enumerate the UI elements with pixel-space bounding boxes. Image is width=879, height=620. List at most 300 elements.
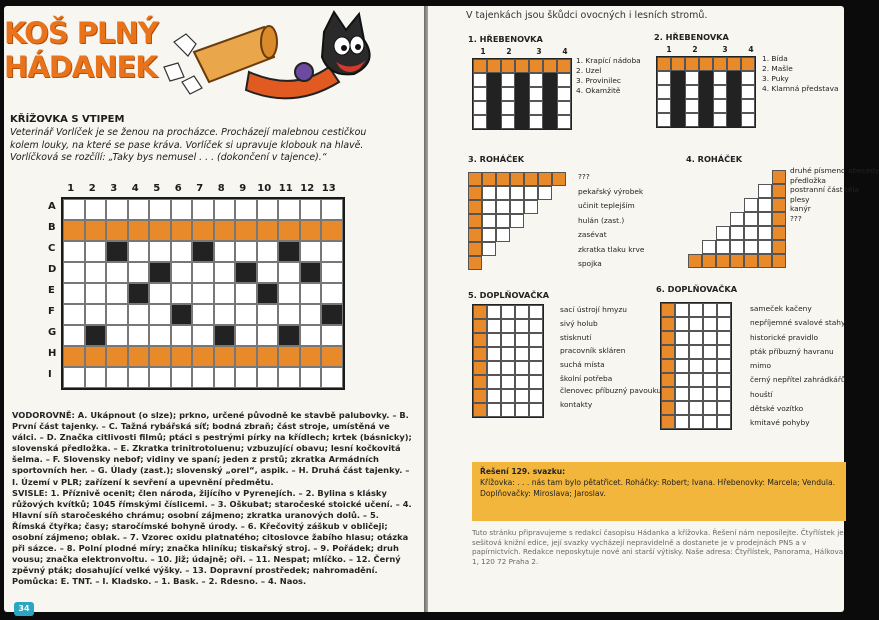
crossword-cell[interactable]: [321, 283, 343, 304]
puzzle-cell[interactable]: [473, 403, 487, 417]
puzzle-cell[interactable]: [487, 115, 501, 129]
puzzle-cell[interactable]: [538, 200, 552, 214]
puzzle-cell[interactable]: [501, 347, 515, 361]
puzzle-cell[interactable]: [524, 256, 538, 270]
puzzle-cell[interactable]: [482, 200, 496, 214]
crossword-cell[interactable]: [214, 199, 236, 220]
puzzle-cell[interactable]: [552, 200, 566, 214]
puzzle-cell[interactable]: [675, 373, 689, 387]
crossword-cell[interactable]: [128, 346, 150, 367]
puzzle-cell[interactable]: [758, 254, 772, 268]
crossword-cell[interactable]: [85, 346, 107, 367]
puzzle-cell[interactable]: [675, 317, 689, 331]
crossword-cell[interactable]: [106, 199, 128, 220]
crossword-cell[interactable]: [149, 262, 171, 283]
puzzle-cell[interactable]: [510, 228, 524, 242]
puzzle-cell[interactable]: [716, 240, 730, 254]
puzzle-cell[interactable]: [702, 198, 716, 212]
puzzle-cell[interactable]: [675, 415, 689, 429]
puzzle-cell[interactable]: [482, 242, 496, 256]
puzzle-cell[interactable]: [487, 87, 501, 101]
puzzle-cell[interactable]: [538, 186, 552, 200]
crossword-cell[interactable]: [149, 283, 171, 304]
puzzle-cell[interactable]: [702, 212, 716, 226]
puzzle-cell[interactable]: [727, 57, 741, 71]
puzzle-cell[interactable]: [702, 170, 716, 184]
puzzle-cell[interactable]: [744, 226, 758, 240]
puzzle-cell[interactable]: [468, 172, 482, 186]
puzzle-cell[interactable]: [685, 99, 699, 113]
puzzle-cell[interactable]: [702, 254, 716, 268]
puzzle-cell[interactable]: [744, 184, 758, 198]
puzzle-cell[interactable]: [487, 101, 501, 115]
crossword-cell[interactable]: [300, 199, 322, 220]
puzzle-cell[interactable]: [487, 347, 501, 361]
puzzle-cell[interactable]: [529, 305, 543, 319]
puzzle-cell[interactable]: [473, 333, 487, 347]
crossword-cell[interactable]: [278, 283, 300, 304]
puzzle-cell[interactable]: [703, 317, 717, 331]
crossword-cell[interactable]: [235, 283, 257, 304]
crossword-cell[interactable]: [321, 262, 343, 283]
crossword-cell[interactable]: [149, 304, 171, 325]
puzzle-cell[interactable]: [496, 172, 510, 186]
puzzle-cell[interactable]: [661, 415, 675, 429]
puzzle-cell[interactable]: [689, 317, 703, 331]
puzzle-cell[interactable]: [661, 387, 675, 401]
puzzle-cell[interactable]: [671, 71, 685, 85]
puzzle-cell[interactable]: [730, 254, 744, 268]
crossword-cell[interactable]: [128, 220, 150, 241]
puzzle-cell[interactable]: [529, 101, 543, 115]
puzzle-cell[interactable]: [716, 212, 730, 226]
puzzle-cell[interactable]: [675, 331, 689, 345]
puzzle-cell[interactable]: [487, 319, 501, 333]
puzzle-cell[interactable]: [671, 99, 685, 113]
puzzle-cell[interactable]: [468, 228, 482, 242]
crossword-cell[interactable]: [321, 241, 343, 262]
puzzle-cell[interactable]: [487, 403, 501, 417]
crossword-cell[interactable]: [257, 304, 279, 325]
puzzle-cell[interactable]: [515, 347, 529, 361]
puzzle-cell[interactable]: [496, 256, 510, 270]
puzzle-cell[interactable]: [473, 389, 487, 403]
crossword-cell[interactable]: [214, 262, 236, 283]
crossword-cell[interactable]: [192, 367, 214, 388]
puzzle-cell[interactable]: [703, 331, 717, 345]
crossword-cell[interactable]: [278, 199, 300, 220]
puzzle-cell[interactable]: [703, 373, 717, 387]
puzzle-cell[interactable]: [515, 59, 529, 73]
crossword-cell[interactable]: [106, 220, 128, 241]
crossword-cell[interactable]: [300, 325, 322, 346]
puzzle-cell[interactable]: [730, 240, 744, 254]
crossword-cell[interactable]: [106, 346, 128, 367]
puzzle-cell[interactable]: [529, 115, 543, 129]
crossword-cell[interactable]: [214, 220, 236, 241]
puzzle-cell[interactable]: [713, 85, 727, 99]
crossword-cell[interactable]: [106, 325, 128, 346]
puzzle-cell[interactable]: [657, 99, 671, 113]
crossword-cell[interactable]: [214, 304, 236, 325]
puzzle-cell[interactable]: [515, 333, 529, 347]
puzzle-cell[interactable]: [675, 303, 689, 317]
crossword-cell[interactable]: [128, 367, 150, 388]
puzzle-cell[interactable]: [758, 184, 772, 198]
puzzle-cell[interactable]: [515, 319, 529, 333]
crossword-cell[interactable]: [85, 199, 107, 220]
puzzle-cell[interactable]: [717, 303, 731, 317]
puzzle-cell[interactable]: [727, 113, 741, 127]
puzzle-cell[interactable]: [501, 87, 515, 101]
puzzle-cell[interactable]: [557, 115, 571, 129]
puzzle-cell[interactable]: [744, 212, 758, 226]
puzzle-cell[interactable]: [529, 73, 543, 87]
puzzle-cell[interactable]: [657, 85, 671, 99]
crossword-cell[interactable]: [171, 220, 193, 241]
puzzle-cell[interactable]: [543, 87, 557, 101]
puzzle-cell[interactable]: [772, 212, 786, 226]
puzzle-cell[interactable]: [482, 186, 496, 200]
puzzle-cell[interactable]: [688, 198, 702, 212]
puzzle-cell[interactable]: [538, 172, 552, 186]
puzzle-cell[interactable]: [501, 361, 515, 375]
crossword-cell[interactable]: [149, 199, 171, 220]
crossword-cell[interactable]: [278, 367, 300, 388]
puzzle-cell[interactable]: [501, 101, 515, 115]
crossword-cell[interactable]: [257, 262, 279, 283]
puzzle-cell[interactable]: [703, 401, 717, 415]
crossword-cell[interactable]: [171, 241, 193, 262]
puzzle-cell[interactable]: [675, 359, 689, 373]
crossword-cell[interactable]: [149, 346, 171, 367]
puzzle-cell[interactable]: [473, 319, 487, 333]
puzzle-cell[interactable]: [529, 375, 543, 389]
puzzle-cell[interactable]: [557, 101, 571, 115]
crossword-cell[interactable]: [192, 325, 214, 346]
puzzle-cell[interactable]: [717, 373, 731, 387]
crossword-cell[interactable]: [106, 304, 128, 325]
puzzle-cell[interactable]: [538, 214, 552, 228]
crossword-cell[interactable]: [278, 325, 300, 346]
crossword-cell[interactable]: [85, 241, 107, 262]
crossword-cell[interactable]: [85, 367, 107, 388]
puzzle-cell[interactable]: [758, 240, 772, 254]
puzzle-cell[interactable]: [699, 99, 713, 113]
puzzle-cell[interactable]: [468, 200, 482, 214]
puzzle-cell[interactable]: [685, 85, 699, 99]
puzzle-cell[interactable]: [501, 319, 515, 333]
crossword-cell[interactable]: [257, 283, 279, 304]
puzzle-cell[interactable]: [717, 387, 731, 401]
puzzle-cell[interactable]: [744, 240, 758, 254]
puzzle-cell[interactable]: [727, 71, 741, 85]
puzzle-cell[interactable]: [482, 172, 496, 186]
crossword-cell[interactable]: [214, 367, 236, 388]
crossword-cell[interactable]: [214, 241, 236, 262]
crossword-cell[interactable]: [214, 283, 236, 304]
puzzle-cell[interactable]: [529, 347, 543, 361]
puzzle-cell[interactable]: [501, 73, 515, 87]
crossword-cell[interactable]: [321, 199, 343, 220]
puzzle-cell[interactable]: [510, 256, 524, 270]
puzzle-cell[interactable]: [716, 226, 730, 240]
crossword-cell[interactable]: [63, 262, 85, 283]
puzzle-cell[interactable]: [538, 228, 552, 242]
puzzle-cell[interactable]: [552, 186, 566, 200]
puzzle-cell[interactable]: [716, 170, 730, 184]
puzzle-cell[interactable]: [501, 375, 515, 389]
puzzle-cell[interactable]: [473, 361, 487, 375]
puzzle-cell[interactable]: [688, 254, 702, 268]
crossword-cell[interactable]: [321, 367, 343, 388]
puzzle-cell[interactable]: [515, 375, 529, 389]
puzzle-cell[interactable]: [702, 184, 716, 198]
puzzle-cell[interactable]: [543, 73, 557, 87]
puzzle-cell[interactable]: [515, 73, 529, 87]
puzzle-cell[interactable]: [717, 345, 731, 359]
puzzle-cell[interactable]: [772, 184, 786, 198]
crossword-cell[interactable]: [321, 346, 343, 367]
crossword-cell[interactable]: [171, 325, 193, 346]
puzzle-cell[interactable]: [515, 403, 529, 417]
crossword-cell[interactable]: [235, 262, 257, 283]
puzzle-cell[interactable]: [501, 305, 515, 319]
puzzle-cell[interactable]: [758, 170, 772, 184]
puzzle-cell[interactable]: [688, 170, 702, 184]
puzzle-cell[interactable]: [671, 85, 685, 99]
puzzle-cell[interactable]: [515, 361, 529, 375]
puzzle-cell[interactable]: [688, 226, 702, 240]
crossword-cell[interactable]: [300, 220, 322, 241]
puzzle-cell[interactable]: [487, 361, 501, 375]
crossword-cell[interactable]: [149, 325, 171, 346]
puzzle-cell[interactable]: [529, 389, 543, 403]
crossword-cell[interactable]: [106, 241, 128, 262]
crossword-cell[interactable]: [85, 220, 107, 241]
puzzle-cell[interactable]: [699, 71, 713, 85]
puzzle-cell[interactable]: [524, 200, 538, 214]
crossword-cell[interactable]: [278, 346, 300, 367]
puzzle-cell[interactable]: [730, 198, 744, 212]
puzzle-cell[interactable]: [741, 85, 755, 99]
puzzle-cell[interactable]: [524, 228, 538, 242]
puzzle-cell[interactable]: [496, 214, 510, 228]
puzzle-cell[interactable]: [661, 345, 675, 359]
puzzle-cell[interactable]: [482, 256, 496, 270]
crossword-cell[interactable]: [85, 283, 107, 304]
crossword-cell[interactable]: [85, 262, 107, 283]
puzzle-cell[interactable]: [496, 200, 510, 214]
puzzle-cell[interactable]: [685, 71, 699, 85]
puzzle-cell[interactable]: [543, 115, 557, 129]
crossword-cell[interactable]: [321, 220, 343, 241]
crossword-cell[interactable]: [300, 241, 322, 262]
puzzle-cell[interactable]: [657, 57, 671, 71]
puzzle-cell[interactable]: [657, 113, 671, 127]
puzzle-cell[interactable]: [675, 401, 689, 415]
puzzle-cell[interactable]: [538, 242, 552, 256]
puzzle-cell[interactable]: [688, 240, 702, 254]
puzzle-cell[interactable]: [657, 71, 671, 85]
crossword-cell[interactable]: [63, 325, 85, 346]
puzzle-cell[interactable]: [473, 101, 487, 115]
puzzle-cell[interactable]: [529, 333, 543, 347]
puzzle-cell[interactable]: [468, 186, 482, 200]
crossword-cell[interactable]: [171, 304, 193, 325]
puzzle-cell[interactable]: [717, 401, 731, 415]
puzzle-cell[interactable]: [661, 317, 675, 331]
crossword-cell[interactable]: [192, 220, 214, 241]
puzzle-cell[interactable]: [501, 59, 515, 73]
puzzle-cell[interactable]: [524, 172, 538, 186]
puzzle-cell[interactable]: [772, 198, 786, 212]
puzzle-cell[interactable]: [741, 57, 755, 71]
puzzle-cell[interactable]: [772, 226, 786, 240]
puzzle-cell[interactable]: [552, 172, 566, 186]
puzzle-cell[interactable]: [730, 226, 744, 240]
puzzle-cell[interactable]: [717, 415, 731, 429]
puzzle-cell[interactable]: [717, 359, 731, 373]
puzzle-cell[interactable]: [727, 85, 741, 99]
puzzle-cell[interactable]: [741, 113, 755, 127]
puzzle-cell[interactable]: [661, 359, 675, 373]
puzzle-cell[interactable]: [744, 198, 758, 212]
crossword-cell[interactable]: [149, 220, 171, 241]
crossword-cell[interactable]: [235, 241, 257, 262]
puzzle-cell[interactable]: [730, 184, 744, 198]
puzzle-cell[interactable]: [473, 73, 487, 87]
crossword-cell[interactable]: [149, 241, 171, 262]
puzzle-cell[interactable]: [717, 317, 731, 331]
crossword-cell[interactable]: [171, 367, 193, 388]
puzzle-cell[interactable]: [557, 73, 571, 87]
crossword-cell[interactable]: [128, 304, 150, 325]
crossword-cell[interactable]: [171, 283, 193, 304]
crossword-cell[interactable]: [300, 262, 322, 283]
crossword-cell[interactable]: [235, 367, 257, 388]
crossword-cell[interactable]: [257, 199, 279, 220]
puzzle-cell[interactable]: [529, 319, 543, 333]
puzzle-cell[interactable]: [716, 184, 730, 198]
crossword-cell[interactable]: [257, 241, 279, 262]
crossword-cell[interactable]: [63, 304, 85, 325]
puzzle-cell[interactable]: [529, 87, 543, 101]
puzzle-cell[interactable]: [501, 333, 515, 347]
puzzle-cell[interactable]: [727, 99, 741, 113]
puzzle-cell[interactable]: [689, 387, 703, 401]
crossword-cell[interactable]: [63, 346, 85, 367]
puzzle-cell[interactable]: [758, 198, 772, 212]
crossword-cell[interactable]: [192, 199, 214, 220]
puzzle-cell[interactable]: [730, 212, 744, 226]
puzzle-cell[interactable]: [468, 242, 482, 256]
crossword-cell[interactable]: [278, 241, 300, 262]
crossword-cell[interactable]: [85, 325, 107, 346]
crossword-cell[interactable]: [63, 199, 85, 220]
puzzle-cell[interactable]: [688, 184, 702, 198]
puzzle-cell[interactable]: [529, 403, 543, 417]
crossword-cell[interactable]: [128, 241, 150, 262]
crossword-cell[interactable]: [235, 220, 257, 241]
puzzle-cell[interactable]: [473, 375, 487, 389]
puzzle-cell[interactable]: [510, 200, 524, 214]
puzzle-cell[interactable]: [716, 198, 730, 212]
puzzle-cell[interactable]: [515, 101, 529, 115]
crossword-cell[interactable]: [300, 304, 322, 325]
crossword-cell[interactable]: [106, 367, 128, 388]
puzzle-cell[interactable]: [717, 331, 731, 345]
crossword-cell[interactable]: [214, 325, 236, 346]
puzzle-cell[interactable]: [487, 73, 501, 87]
puzzle-cell[interactable]: [685, 57, 699, 71]
puzzle-cell[interactable]: [515, 115, 529, 129]
puzzle-cell[interactable]: [487, 389, 501, 403]
puzzle-cell[interactable]: [482, 214, 496, 228]
puzzle-cell[interactable]: [702, 226, 716, 240]
puzzle-cell[interactable]: [487, 59, 501, 73]
puzzle-cell[interactable]: [689, 303, 703, 317]
puzzle-cell[interactable]: [510, 214, 524, 228]
crossword-cell[interactable]: [321, 325, 343, 346]
puzzle-cell[interactable]: [487, 333, 501, 347]
puzzle-cell[interactable]: [661, 373, 675, 387]
crossword-cell[interactable]: [257, 367, 279, 388]
puzzle-cell[interactable]: [689, 401, 703, 415]
crossword-cell[interactable]: [300, 283, 322, 304]
crossword-cell[interactable]: [192, 241, 214, 262]
puzzle-cell[interactable]: [671, 57, 685, 71]
puzzle-cell[interactable]: [675, 345, 689, 359]
puzzle-cell[interactable]: [758, 226, 772, 240]
crossword-cell[interactable]: [321, 304, 343, 325]
puzzle-cell[interactable]: [552, 242, 566, 256]
crossword-cell[interactable]: [257, 346, 279, 367]
puzzle-cell[interactable]: [661, 401, 675, 415]
puzzle-cell[interactable]: [758, 212, 772, 226]
crossword-cell[interactable]: [63, 241, 85, 262]
puzzle-cell[interactable]: [675, 387, 689, 401]
puzzle-cell[interactable]: [468, 214, 482, 228]
crossword-cell[interactable]: [63, 220, 85, 241]
crossword-cell[interactable]: [171, 199, 193, 220]
puzzle-cell[interactable]: [501, 115, 515, 129]
puzzle-cell[interactable]: [699, 57, 713, 71]
puzzle-cell[interactable]: [703, 415, 717, 429]
crossword-cell[interactable]: [63, 367, 85, 388]
puzzle-cell[interactable]: [661, 331, 675, 345]
puzzle-cell[interactable]: [702, 240, 716, 254]
puzzle-cell[interactable]: [744, 170, 758, 184]
puzzle-cell[interactable]: [557, 87, 571, 101]
puzzle-cell[interactable]: [473, 87, 487, 101]
puzzle-cell[interactable]: [468, 256, 482, 270]
crossword-cell[interactable]: [257, 220, 279, 241]
puzzle-cell[interactable]: [713, 71, 727, 85]
puzzle-cell[interactable]: [557, 59, 571, 73]
puzzle-cell[interactable]: [510, 242, 524, 256]
crossword-cell[interactable]: [300, 346, 322, 367]
puzzle-cell[interactable]: [716, 254, 730, 268]
puzzle-cell[interactable]: [473, 59, 487, 73]
puzzle-cell[interactable]: [689, 345, 703, 359]
puzzle-cell[interactable]: [730, 170, 744, 184]
puzzle-cell[interactable]: [496, 242, 510, 256]
crossword-cell[interactable]: [214, 346, 236, 367]
puzzle-cell[interactable]: [689, 331, 703, 345]
puzzle-cell[interactable]: [487, 305, 501, 319]
crossword-cell[interactable]: [278, 262, 300, 283]
